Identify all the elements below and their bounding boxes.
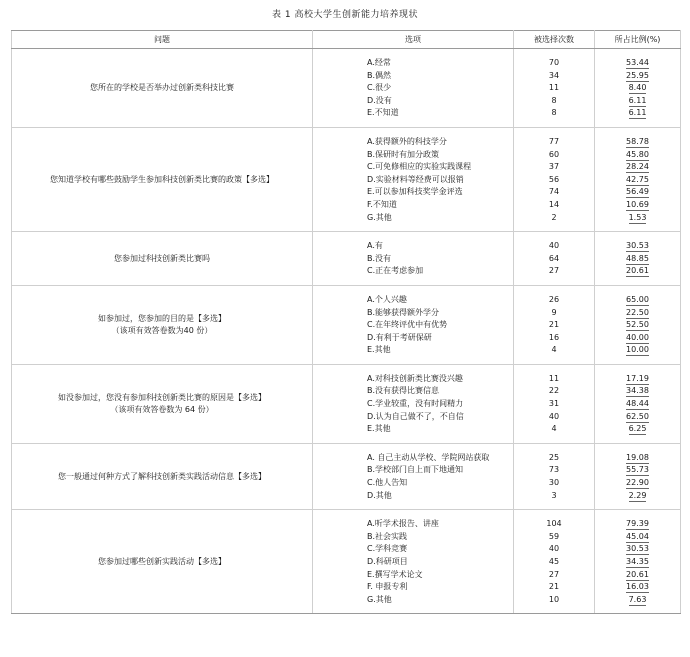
table-row: [12, 127, 681, 231]
option-cell: [313, 49, 514, 128]
percent-value: 45.04: [626, 531, 649, 541]
percent-value: 25.95: [626, 70, 649, 80]
option-label: B.保研时有加分政策: [367, 149, 440, 159]
count-value: 25: [548, 452, 560, 462]
option-label: D.科研项目: [367, 557, 408, 566]
percent-value: 22.50: [626, 307, 649, 317]
percent-cell: [595, 285, 681, 364]
option-label: C.学科竞赛: [367, 544, 408, 554]
count-cell: [514, 443, 595, 509]
table-row: [12, 232, 681, 286]
percent-value: 40.00: [626, 332, 649, 342]
percent-value: 6.11: [628, 95, 647, 105]
question-text: 您知道学校有哪些鼓励学生参加科技创新类比赛的政策【多选】: [50, 174, 274, 184]
option-label: C.可免修相应的实验实践课程: [367, 162, 472, 172]
table-row: [12, 364, 681, 443]
count-value: 104: [546, 519, 562, 529]
percent-value: 19.08: [626, 452, 649, 462]
option-label: A.个人兴趣: [367, 294, 407, 304]
count-value: 22: [548, 386, 560, 396]
count-value: 26: [548, 294, 560, 304]
count-value: 77: [548, 136, 560, 146]
count-value: 31: [548, 399, 560, 409]
question-text: 您所在的学校是否举办过创新类科技比赛: [90, 82, 234, 92]
percent-value: 20.61: [626, 569, 649, 579]
question-text: （该项有效答卷数为 64 份）: [110, 404, 214, 414]
option-label: B.没有获得比赛信息: [367, 386, 440, 396]
percent-value: 20.61: [626, 266, 649, 276]
percent-value: 7.63: [628, 594, 647, 604]
percent-value: 62.50: [626, 411, 649, 421]
percent-cell: [595, 49, 681, 128]
count-value: 27: [548, 569, 560, 579]
question-text: 如参加过，您参加的目的是【多选】: [98, 313, 226, 323]
option-cell: [313, 443, 514, 509]
header-count: 被选择次数: [514, 31, 595, 49]
count-cell: [514, 232, 595, 286]
option-cell: [313, 510, 514, 614]
count-value: 59: [548, 531, 560, 541]
option-label: D.认为自己做不了，不自信: [367, 411, 464, 421]
count-value: 37: [548, 162, 560, 172]
percent-value: 79.39: [626, 519, 649, 529]
count-value: 11: [548, 83, 560, 93]
option-label: D.其他: [367, 490, 392, 500]
percent-value: 2.29: [628, 490, 647, 500]
option-label: D.没有: [367, 95, 392, 105]
option-cell: [313, 127, 514, 231]
count-value: 4: [551, 345, 557, 355]
count-value: 16: [548, 332, 560, 342]
count-value: 40: [548, 241, 560, 251]
percent-value: 8.40: [628, 83, 647, 93]
question-cell: [12, 127, 313, 231]
percent-value: 28.24: [626, 162, 649, 172]
option-label: E.可以参加科技奖学金评选: [367, 187, 463, 197]
option-label: B.没有: [367, 253, 392, 263]
option-label: C.正在考虑参加: [367, 266, 424, 276]
count-cell: [514, 49, 595, 128]
count-value: 70: [548, 58, 560, 67]
count-value: 2: [551, 212, 557, 222]
option-label: A.获得额外的科技学分: [367, 136, 447, 146]
table-row: [12, 510, 681, 614]
count-value: 3: [551, 490, 557, 500]
table-body: [12, 49, 681, 614]
question-text: 您参加过哪些创新实践活动【多选】: [98, 556, 226, 566]
percent-value: 52.50: [626, 320, 649, 330]
count-value: 34: [548, 70, 560, 80]
question-cell: [12, 510, 313, 614]
question-cell: [12, 364, 313, 443]
option-label: F.不知道: [367, 199, 397, 209]
option-label: C.学业较重，没有时间精力: [367, 399, 464, 409]
percent-value: 30.53: [626, 544, 649, 554]
count-value: 27: [548, 266, 560, 276]
header-row: [12, 31, 681, 49]
count-value: 40: [548, 544, 560, 554]
percent-value: 34.38: [626, 386, 649, 396]
option-label: D.实验材料等经费可以报销: [367, 174, 464, 184]
percent-value: 22.90: [626, 478, 649, 488]
percent-value: 30.53: [626, 241, 649, 251]
option-label: A. 自己主动从学校、学院网站获取: [367, 452, 490, 462]
option-label: E.其他: [367, 424, 391, 434]
percent-cell: [595, 443, 681, 509]
percent-cell: [595, 364, 681, 443]
option-label: B.偶然: [367, 70, 392, 80]
percent-cell: [595, 232, 681, 286]
option-cell: [313, 364, 514, 443]
table-title: 表 1 高校大学生创新能力培养现状: [272, 10, 418, 20]
table-row: [12, 285, 681, 364]
percent-value: 56.49: [626, 187, 649, 197]
question-text: 如没参加过，您没有参加科技创新类比赛的原因是【多选】: [58, 392, 266, 402]
option-label: A.对科技创新类比赛没兴趣: [367, 373, 463, 383]
question-cell: [12, 49, 313, 128]
percent-cell: [595, 127, 681, 231]
question-cell: [12, 232, 313, 286]
header-question: 问题: [12, 31, 313, 49]
option-label: E.不知道: [367, 108, 399, 118]
option-label: B.能够获得额外学分: [367, 307, 440, 317]
count-value: 14: [548, 199, 560, 209]
count-value: 64: [548, 253, 560, 263]
percent-value: 45.80: [626, 149, 649, 159]
count-value: 8: [551, 95, 557, 105]
option-label: D.有利于考研保研: [367, 332, 432, 342]
count-value: 73: [548, 465, 560, 475]
count-value: 21: [548, 320, 560, 330]
count-value: 40: [548, 411, 560, 421]
count-value: 11: [548, 373, 560, 383]
option-label: C.很少: [367, 83, 392, 93]
percent-value: 16.03: [626, 582, 649, 592]
count-cell: [514, 364, 595, 443]
option-label: F. 申报专利: [367, 582, 408, 592]
option-label: E.其他: [367, 345, 391, 355]
option-label: B.社会实践: [367, 531, 408, 541]
table-row: [12, 443, 681, 509]
count-value: 74: [548, 187, 560, 197]
percent-value: 10.00: [626, 345, 649, 355]
percent-value: 1.53: [628, 212, 647, 222]
count-value: 21: [548, 582, 560, 592]
percent-value: 65.00: [626, 294, 649, 304]
count-value: 30: [548, 478, 560, 488]
option-label: B.学校部门自上而下地通知: [367, 465, 464, 475]
question-text: （该项有效答卷数为40 份）: [111, 325, 213, 335]
question-text: 您一般通过何种方式了解科技创新类实践活动信息【多选】: [58, 471, 266, 481]
question-cell: [12, 443, 313, 509]
percent-value: 58.78: [626, 136, 649, 146]
option-label: A.经常: [367, 58, 391, 67]
count-value: 10: [548, 594, 560, 604]
option-label: C.他人告知: [367, 478, 408, 488]
count-cell: [514, 127, 595, 231]
percent-cell: [595, 510, 681, 614]
option-label: A.听学术报告、讲座: [367, 519, 439, 529]
percent-value: 42.75: [626, 174, 649, 184]
header-option: 选项: [313, 31, 514, 49]
option-label: C.在年终评优中有优势: [367, 320, 448, 330]
percent-value: 48.44: [626, 399, 649, 409]
question-cell: [12, 285, 313, 364]
percent-value: 55.73: [626, 465, 649, 475]
percent-value: 17.19: [626, 373, 649, 383]
count-value: 9: [551, 307, 557, 317]
count-value: 4: [551, 424, 557, 434]
option-label: E.撰写学术论文: [367, 569, 423, 579]
option-label: A.有: [367, 241, 383, 251]
count-cell: [514, 285, 595, 364]
option-cell: [313, 285, 514, 364]
count-value: 60: [548, 149, 560, 159]
question-text: 您参加过科技创新类比赛吗: [114, 253, 210, 263]
table-row: [12, 49, 681, 128]
header-percent: 所占比例(%): [595, 31, 681, 49]
survey-table: [11, 30, 681, 614]
option-label: G.其他: [367, 212, 392, 222]
percent-value: 6.11: [628, 108, 647, 118]
option-label: G.其他: [367, 594, 392, 604]
percent-value: 10.69: [626, 199, 649, 209]
option-cell: [313, 232, 514, 286]
count-cell: [514, 510, 595, 614]
percent-value: 34.35: [626, 557, 649, 566]
percent-value: 6.25: [628, 424, 647, 434]
percent-value: 48.85: [626, 253, 649, 263]
count-value: 56: [548, 174, 560, 184]
percent-value: 53.44: [626, 58, 649, 67]
count-value: 45: [548, 557, 560, 566]
count-value: 8: [551, 108, 557, 118]
